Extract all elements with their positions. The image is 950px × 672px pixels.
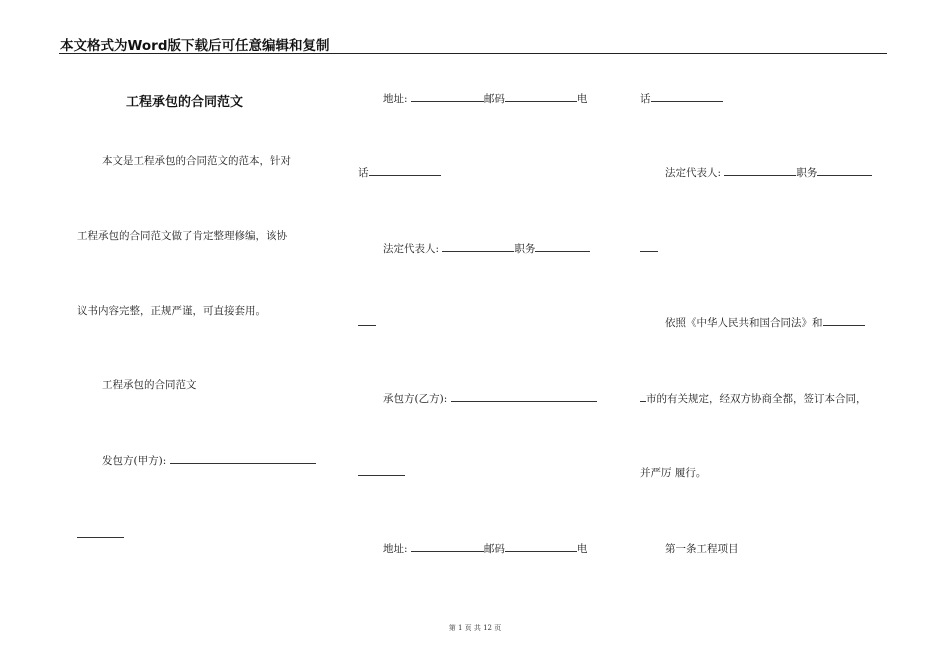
postcode2-blank [505,542,577,552]
position2-blank [817,166,872,176]
law-intro-line [665,316,865,330]
address2-label: 地址: [383,543,411,555]
law-cont-text: 市的有关规定，经双方协商全都，签订本合同， [646,393,867,405]
page-footer: 第 1 页 共 12 页 [448,624,502,632]
tel2-blank [651,92,723,102]
position-blank [535,242,590,252]
document-title: 工程承包的合同范文 [126,95,244,110]
party-a-line [102,454,316,468]
rep-label: 法定代表人: [383,243,443,255]
party-b-cont-line [358,466,405,480]
rep-line-1 [383,242,590,256]
contract-subtitle: 工程承包的合同范文 [102,379,197,391]
tel-label-start: 电 [576,93,588,105]
intro-line-2: 工程承包的合同范文做了肯定整理修编，该协 [77,230,287,242]
position2-label: 职务 [796,167,818,179]
law-blank [823,316,865,326]
intro-line-3: 议书内容完整，正规严谨，可直接套用。 [77,305,266,317]
tel-label-end: 话 [358,167,369,179]
rep-cont-line-1 [358,316,376,330]
law-end-line: 并严厉 履行。 [640,467,707,479]
rep-line-2 [665,166,872,180]
address-line-2 [383,542,587,556]
address-label: 地址: [383,93,411,105]
tel2-label-end: 话 [640,93,651,105]
law-intro-text: 依照《中华人民共和国合同法》和 [665,317,823,329]
address-line-1 [383,92,587,106]
article-1-heading: 第一条工程项目 [665,543,739,555]
tel-line-1 [358,166,441,180]
rep2-label: 法定代表人: [665,167,725,179]
rep-cont-line-2 [640,242,658,256]
tel-line-2 [640,92,723,106]
rep2-blank [724,166,796,176]
postcode2-label: 邮码 [483,543,505,555]
rep2-cont-blank [640,242,658,252]
law-cont-line [640,392,867,406]
address-blank [411,92,484,102]
page-header [59,32,887,54]
party-a-cont-line [77,528,124,542]
party-b-line [383,392,597,406]
header-text: 本文格式为Word版下载后可任意编辑和复制 [60,38,330,54]
party-a-cont-blank [77,528,124,538]
tel-blank [369,166,441,176]
rep-blank [442,242,514,252]
party-a-label: 发包方(甲方): [102,455,170,467]
postcode-label: 邮码 [483,93,505,105]
party-a-blank [170,454,316,464]
postcode-blank [505,92,577,102]
position-label: 职务 [514,243,536,255]
party-b-cont-blank [358,466,405,476]
intro-line-1: 本文是工程承包的合同范文的范本，针对 [102,155,291,167]
tel2-label-start: 电 [576,543,588,555]
party-b-label: 承包方(乙方): [383,393,451,405]
address2-blank [411,542,484,552]
party-b-blank [451,392,597,402]
rep-cont-blank [358,316,376,326]
